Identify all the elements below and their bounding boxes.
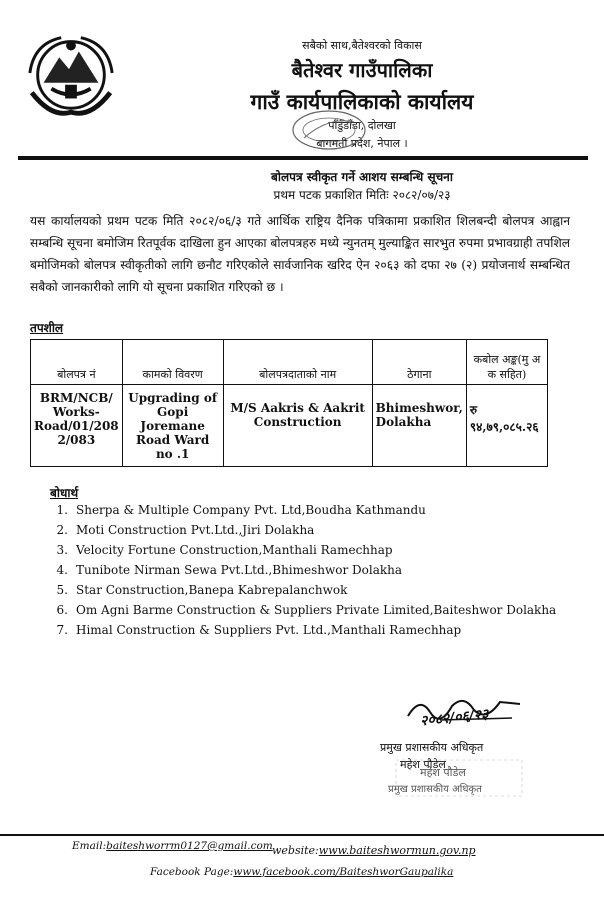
- list-item: [30, 580, 556, 600]
- list-number: 1.: [56, 503, 68, 517]
- office-name: बैतेश्वर गाउँपालिका: [291, 58, 433, 82]
- list-number: 4.: [56, 563, 68, 577]
- list-item: [30, 560, 556, 580]
- notice-date: प्रथम पटक प्रकाशित मितिः २०८२/०७/२३: [273, 188, 451, 202]
- header-bid-no: बोलपत्र नं: [31, 340, 123, 385]
- list-text: Tunibote Nirman Sewa Pvt.Ltd.,Bhimeshwor Dolakha: [76, 563, 403, 577]
- email-link[interactable]: baiteshworrm0127@gmail.com: [106, 840, 273, 852]
- website-label: website:: [272, 844, 319, 857]
- office-subtitle: गाउँ कार्यपालिकाको कार्यालय: [250, 89, 474, 114]
- office-stamp-icon: [290, 108, 368, 152]
- list-number: 6.: [56, 603, 68, 617]
- list-number: 5.: [56, 583, 68, 597]
- footer-facebook: [150, 866, 453, 878]
- cell-bidder: M/S Aakris & Aakrit Construction: [223, 385, 372, 467]
- list-item: [30, 620, 556, 640]
- footer-website: [272, 844, 476, 857]
- list-item: [30, 600, 556, 620]
- address-line-1: पाँडुँडाँडा, दोलखा: [328, 119, 396, 132]
- list-item: [30, 500, 556, 520]
- list-item: [30, 540, 556, 560]
- header-address: ठेगाना: [372, 340, 466, 385]
- list-text: Velocity Fortune Construction,Manthali Ramechhap: [76, 543, 393, 557]
- list-item: [30, 520, 556, 540]
- footer-email: [72, 840, 273, 852]
- header-amount: कबोल अङ्क(मु अ क सहित): [466, 340, 547, 385]
- address-line-2: बागमती प्रदेश, नेपाल ।: [316, 137, 408, 150]
- header-work: कामको विवरण: [122, 340, 223, 385]
- list-number: 2.: [56, 523, 68, 537]
- cell-amount: रु ९४,७९,०८५.२६: [466, 385, 547, 467]
- list-number: 7.: [56, 623, 68, 637]
- recipients-label: बोधार्थ: [50, 486, 79, 500]
- notice-body: यस कार्यालयको प्रथम पटक मिति २०८२/०६/३ गते आर्थिक राष्ट्रिय दैनिक पत्रिकामा प्रकाशित शिलबन्दी बोलपत्र आह्वान सम्बन्धि सूचना बमोजिम रितपूर्वक दाखिला हुन आएका बोलपत्रहरु मध्ये न्युनतम् मुल्याङ्कित सारभुत रुपमा प्रभावग्राही तपशिल बमोजिमको बोलपत्र स्वीकृतीको लागि छनौट गरिएकोले सार्वजानिक खरिद ऐन २०६३ को दफा २७ (२) प्रयोजनार्थ सम्बन्धित सबैको जानकारीको लागि यो सूचना प्रकाशित गरिएको छ ।: [30, 214, 570, 294]
- list-text: Sherpa & Multiple Company Pvt. Ltd,Boudha Kathmandu: [76, 503, 426, 517]
- stamp-role: प्रमुख प्रशासकीय अधिकृत: [388, 784, 482, 795]
- list-text: Om Agni Barme Construction & Suppliers Private Limited,Baiteshwor Dolakha: [76, 603, 557, 617]
- table-row: [31, 385, 548, 467]
- signature-date: २०८२/०६/२३: [419, 706, 490, 730]
- facebook-link[interactable]: www.facebook.com/BaiteshworGaupalika: [233, 866, 454, 878]
- table-header-row: [31, 340, 548, 385]
- facebook-label: Facebook Page:: [150, 866, 234, 878]
- signatory-name: महेश पौडेल: [400, 758, 446, 771]
- recipients-list: [30, 500, 556, 640]
- list-text: Himal Construction & Suppliers Pvt. Ltd.,Manthali Ramechhap: [76, 623, 462, 637]
- cell-bid-no: BRM/NCB/ Works- Road/01/208 2/083: [31, 385, 123, 467]
- list-number: 3.: [56, 543, 68, 557]
- header-bidder: बोलपत्रदाताको नाम: [223, 340, 372, 385]
- website-link[interactable]: www.baiteshwormun.gov.np: [318, 844, 476, 857]
- email-label: Email:: [72, 840, 107, 852]
- stamp-name: महेश पौडेल: [420, 766, 466, 779]
- cell-address: Bhimeshwor, Dolakha: [372, 385, 466, 467]
- table-label: तपशील: [30, 321, 64, 335]
- motto: सबैको साथ,बैतेश्वरको विकास: [302, 39, 422, 52]
- header-divider: [18, 156, 588, 160]
- footer-divider: [0, 834, 604, 836]
- list-text: Star Construction,Banepa Kabrepalanchwok: [76, 583, 348, 597]
- signatory-role: प्रमुख प्रशासकीय अधिकृत: [380, 741, 484, 754]
- award-table: [30, 339, 548, 467]
- notice-title: बोलपत्र स्वीकृत गर्ने आशय सम्बन्धि सूचना: [271, 170, 453, 184]
- cell-work: Upgrading of Gopi Joremane Road Ward no .1: [122, 385, 223, 467]
- list-text: Moti Construction Pvt.Ltd.,Jiri Dolakha: [76, 523, 315, 537]
